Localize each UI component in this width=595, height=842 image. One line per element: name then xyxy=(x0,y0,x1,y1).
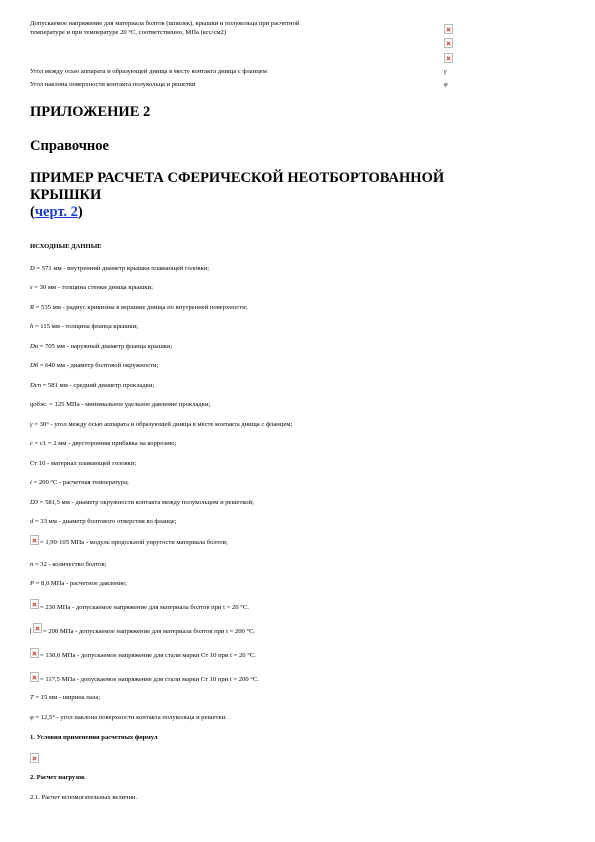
param-line xyxy=(30,284,153,292)
slope-row-text: Угол наклона поверхности контакта полукольца и решетки xyxy=(30,81,196,88)
section-2-heading: 2. Расчет нагрузок xyxy=(30,774,85,781)
param-symbol: D3 xyxy=(30,499,39,506)
drawing-reference xyxy=(30,204,570,221)
broken-image-icon xyxy=(444,38,453,48)
param-symbol: t xyxy=(30,479,32,486)
param-text: = 30 мм - толщина стенки днища крышки; xyxy=(32,284,153,291)
slope-row-symbol: φ xyxy=(444,81,448,88)
param-symbol: P xyxy=(30,580,35,587)
param-symbol: D xyxy=(30,265,35,272)
param-text: = 33 мм - диаметр болтового отверстия во фланце; xyxy=(33,518,177,525)
param-line xyxy=(30,479,129,487)
formula-image-icon xyxy=(30,753,39,763)
param-line xyxy=(30,580,127,588)
param-line xyxy=(30,362,158,370)
broken-image-icon xyxy=(444,24,453,34)
param-line xyxy=(30,401,210,409)
param-text: Ст 10 - материал плавающей головки; xyxy=(30,460,137,467)
stress-row-text-1: Допускаемое напряжение для материала болтов (шпилек), крышки и полукольца при расчетной xyxy=(30,20,300,27)
stress-line: = 130,0 МПа - допускаемое напряжение для стали марки Ст 10 при t = 20 °С. xyxy=(40,652,256,659)
drawing-link[interactable]: черт. 2 xyxy=(34,204,78,220)
source-data-header: ИСХОДНЫЕ ДАННЫЕ xyxy=(30,243,102,250)
param-text: = 581,5 мм - диаметр окружности контакта между полукольцом и решеткой; xyxy=(38,499,254,506)
appendix-title: ПРИЛОЖЕНИЕ 2 xyxy=(30,104,151,120)
stress-row-text-2: температуре и при температуре 20 °С, соответственно, МПа (кгс/см2) xyxy=(30,29,227,36)
main-title xyxy=(30,170,570,221)
broken-image-icon xyxy=(444,53,453,63)
stress-line-prefix: [ xyxy=(30,628,33,635)
param-symbol: d xyxy=(30,518,34,525)
param-text: = 115 мм - толщина фланца крышки; xyxy=(33,323,138,330)
angle-row-symbol: γ xyxy=(444,68,447,75)
param-line xyxy=(30,421,292,429)
param-line xyxy=(30,694,100,702)
param-text: = c1 = 2 мм - двусторонняя прибавка на коррозию; xyxy=(32,440,177,447)
stress-line: = 117,5 МПа - допускаемое напряжение для стали марки Ст 10 при t = 200 °С. xyxy=(40,676,259,683)
param-symbol: Dн xyxy=(30,343,39,350)
param-text: = 200 °С - расчетная температура; xyxy=(31,479,129,486)
param-line xyxy=(30,265,209,273)
param-text: = 125 МПа - минимальное удельное давление прокладки; xyxy=(47,401,211,408)
param-symbol: n xyxy=(30,561,34,568)
param-text: = 8,0 МПа - расчетное давление; xyxy=(34,580,127,587)
main-title-line-1: ПРИМЕР РАСЧЕТА СФЕРИЧЕСКОЙ НЕОТБОРТОВАННОЙ xyxy=(30,170,445,186)
param-line xyxy=(30,561,106,569)
angle-row-text: Угол между осью аппарата и образующей днища в месте контакта днища с фланцем xyxy=(30,68,267,75)
param-text: = 12,5° - угол наклона поверхности контакта полукольца и решетки. xyxy=(33,714,227,721)
stress-line: = 200 МПа - допускаемое напряжение для материала болтов при t = 200 °С. xyxy=(43,628,256,635)
param-line xyxy=(30,343,172,351)
param-symbol: h xyxy=(30,323,34,330)
param-text: = 571 мм - внутренний диаметр крышки плавающей головки; xyxy=(34,265,210,272)
param-symbol: qобж. xyxy=(30,401,48,408)
main-title-line-2: КРЫШКИ xyxy=(30,187,102,203)
param-symbol: c xyxy=(30,440,33,447)
paren-open: ( xyxy=(30,204,35,220)
formula-image-icon xyxy=(30,648,39,658)
param-line: = 1,99·105 МПа - модуль продольной упругости материала болтов; xyxy=(40,539,228,546)
param-line xyxy=(30,382,154,390)
param-text: = 535 мм - радиус кривизны в вершине днища по внутренней поверхности; xyxy=(34,304,248,311)
param-text: = 32 - количество болтов; xyxy=(33,561,107,568)
param-text: = 30° - угол между осью аппарата и образующей днища в месте контакта днища с фланцем; xyxy=(32,421,293,428)
param-text: = 640 мм - диаметр болтовой окружности; xyxy=(38,362,159,369)
param-line xyxy=(30,440,176,448)
param-symbol: Dсп xyxy=(30,382,41,389)
formula-image-icon xyxy=(33,623,42,633)
param-line xyxy=(30,304,247,312)
param-symbol: T xyxy=(30,694,34,701)
param-text: = 15 мм - ширина паза; xyxy=(33,694,101,701)
param-symbol: s xyxy=(30,284,33,291)
paren-close: ) xyxy=(77,204,83,220)
param-line xyxy=(30,460,136,468)
param-symbol: φ xyxy=(30,714,34,721)
param-symbol: R xyxy=(30,304,35,311)
section-2-1-heading: 2.1. Расчет вспомогательных величин. xyxy=(30,794,138,801)
param-line xyxy=(30,714,227,722)
stress-line: = 230 МПа - допускаемое напряжение для материала болтов при t = 20 °С. xyxy=(40,604,249,611)
appendix-subtitle: Справочное xyxy=(30,138,109,154)
section-1-heading: 1. Условия применения расчетных формул xyxy=(30,734,158,741)
param-text: = 705 мм - наружный диаметр фланца крышки; xyxy=(38,343,173,350)
formula-image-icon xyxy=(30,599,39,609)
param-symbol: Dб xyxy=(30,362,39,369)
formula-image-icon xyxy=(30,672,39,682)
param-symbol: γ xyxy=(30,421,33,428)
param-line xyxy=(30,518,177,526)
formula-image-icon xyxy=(30,535,39,545)
param-line xyxy=(30,323,138,331)
param-line xyxy=(30,499,254,507)
param-text: = 581 мм - средний диаметр прокладки; xyxy=(41,382,155,389)
